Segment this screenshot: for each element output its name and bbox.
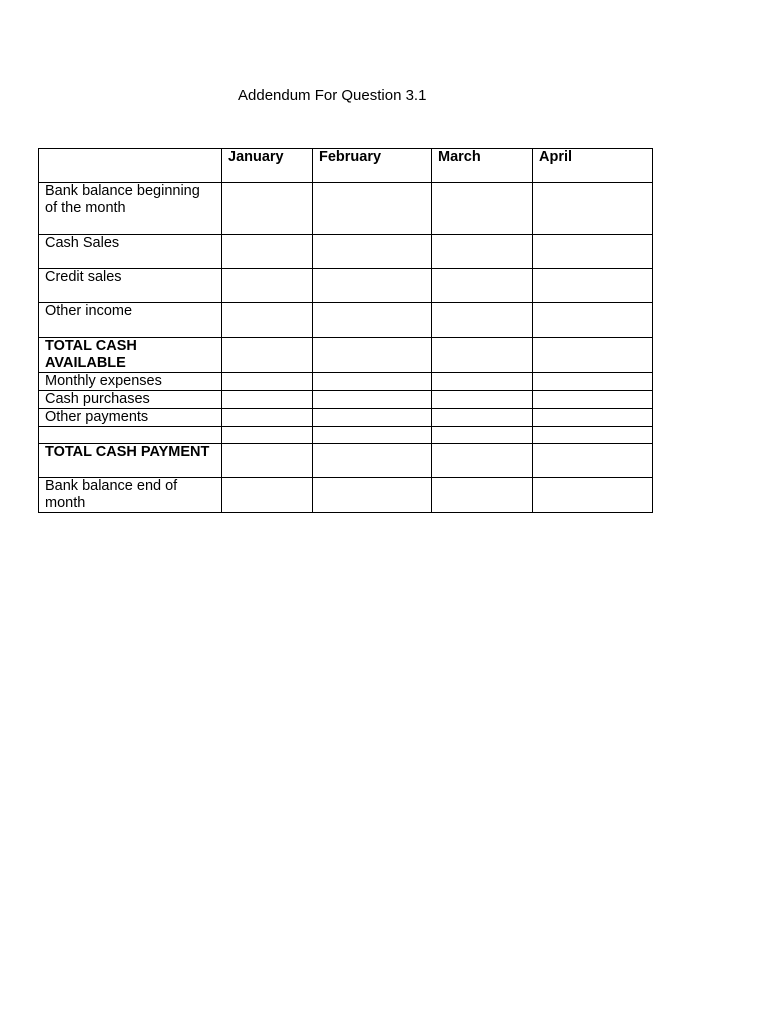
table-row [39, 338, 653, 373]
value-cell [432, 338, 533, 373]
value-cell [222, 183, 313, 235]
value-cell [313, 444, 432, 478]
value-cell [313, 391, 432, 409]
table-row [39, 303, 653, 338]
value-cell [432, 391, 533, 409]
value-cell [432, 303, 533, 338]
table-row [39, 427, 653, 444]
table-row [39, 391, 653, 409]
value-cell [222, 373, 313, 391]
value-cell [222, 478, 313, 513]
value-cell [313, 269, 432, 303]
value-cell [533, 478, 653, 513]
row-label: Other income [39, 303, 222, 338]
value-cell [533, 444, 653, 478]
table-row [39, 373, 653, 391]
value-cell [432, 409, 533, 427]
row-label: Credit sales [39, 269, 222, 303]
row-label [39, 427, 222, 444]
value-cell [313, 427, 432, 444]
header-cell-april: April [533, 149, 653, 183]
value-cell [313, 303, 432, 338]
value-cell [432, 478, 533, 513]
value-cell [533, 338, 653, 373]
row-label-total-payment: TOTAL CASH PAYMENT [39, 444, 222, 478]
value-cell [222, 427, 313, 444]
value-cell [432, 444, 533, 478]
value-cell [533, 183, 653, 235]
row-label: Cash purchases [39, 391, 222, 409]
table-row [39, 269, 653, 303]
row-label-total-available: TOTAL CASH AVAILABLE [39, 338, 222, 373]
row-label: Bank balance end of month [39, 478, 222, 513]
value-cell [222, 235, 313, 269]
value-cell [432, 235, 533, 269]
header-cell-blank [39, 149, 222, 183]
value-cell [222, 409, 313, 427]
row-label: Monthly expenses [39, 373, 222, 391]
value-cell [222, 444, 313, 478]
value-cell [313, 373, 432, 391]
header-row [39, 149, 653, 183]
value-cell [432, 373, 533, 391]
header-cell-february: February [313, 149, 432, 183]
table-row [39, 235, 653, 269]
value-cell [533, 373, 653, 391]
table-row [39, 478, 653, 513]
value-cell [533, 391, 653, 409]
value-cell [313, 338, 432, 373]
table-row [39, 444, 653, 478]
value-cell [432, 269, 533, 303]
value-cell [533, 235, 653, 269]
row-label: Cash Sales [39, 235, 222, 269]
value-cell [313, 183, 432, 235]
header-cell-march: March [432, 149, 533, 183]
row-label: Bank balance beginning of the month [39, 183, 222, 235]
value-cell [222, 391, 313, 409]
row-label: Other payments [39, 409, 222, 427]
header-cell-january: January [222, 149, 313, 183]
value-cell [313, 478, 432, 513]
page-title: Addendum For Question 3.1 [238, 87, 427, 104]
table-row [39, 409, 653, 427]
value-cell [222, 303, 313, 338]
table-row [39, 183, 653, 235]
value-cell [313, 235, 432, 269]
value-cell [222, 269, 313, 303]
cash-flow-table [38, 148, 653, 513]
value-cell [533, 269, 653, 303]
value-cell [533, 409, 653, 427]
value-cell [533, 303, 653, 338]
value-cell [222, 338, 313, 373]
value-cell [432, 183, 533, 235]
value-cell [313, 409, 432, 427]
value-cell [432, 427, 533, 444]
value-cell [533, 427, 653, 444]
